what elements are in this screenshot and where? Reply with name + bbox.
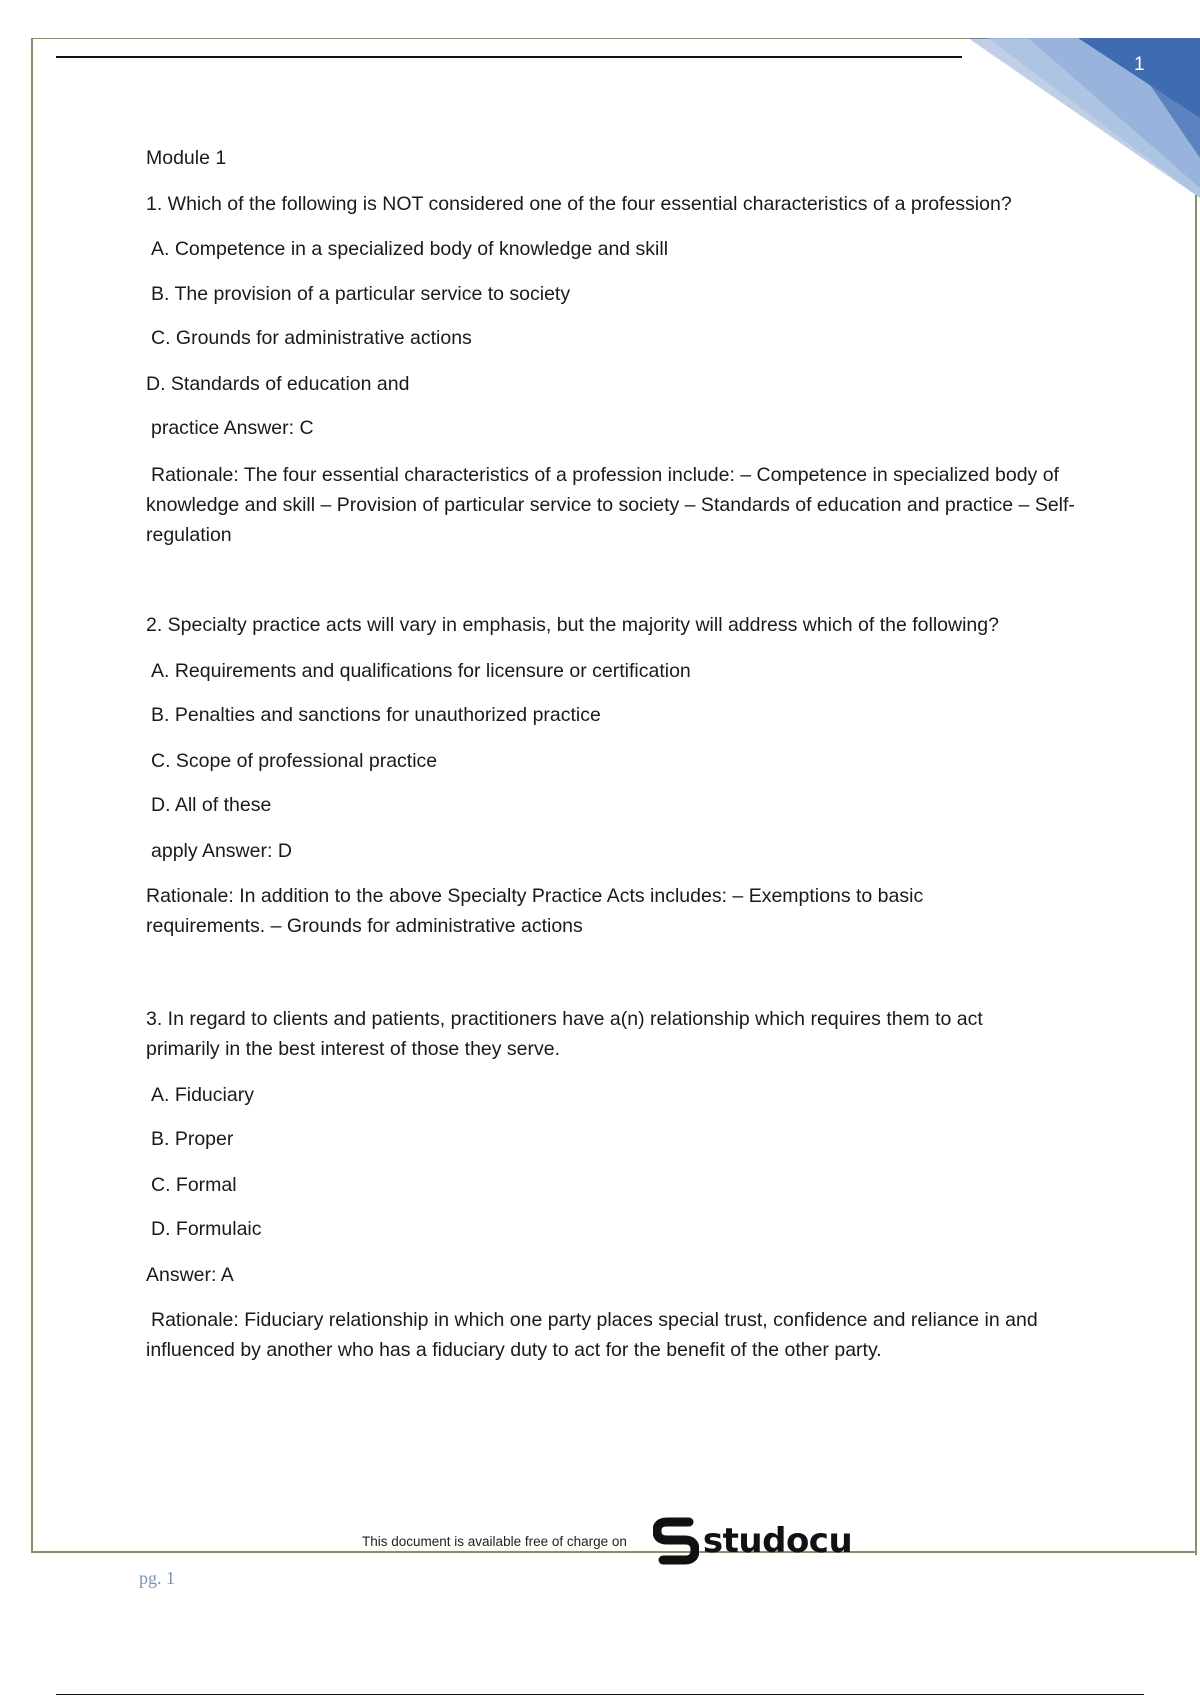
- question-3-rationale: Rationale: Fiduciary relationship in which one party places special trust, confidence and reliance in and influenced by another who has a fiduciary duty to act for the benefit of the other party.: [146, 1309, 1038, 1361]
- module-title: Module 1: [146, 147, 227, 169]
- question-3-option-c: C. Formal: [151, 1174, 237, 1196]
- header-rule: [56, 56, 962, 58]
- question-1-option-c: C. Grounds for administrative actions: [151, 327, 472, 349]
- question-1-stem: 1. Which of the following is NOT considered one of the four essential characteristics of a profession?: [146, 193, 1012, 215]
- question-1-option-d: D. Standards of education and: [146, 373, 410, 395]
- studocu-logo[interactable]: [653, 1516, 852, 1566]
- question-3-answer: Answer: A: [146, 1264, 234, 1286]
- question-2-option-a: A. Requirements and qualifications for licensure or certification: [151, 660, 691, 682]
- question-2-answer: apply Answer: D: [151, 840, 292, 862]
- question-1-answer: practice Answer: C: [151, 417, 314, 439]
- question-3-option-d: D. Formulaic: [151, 1218, 262, 1240]
- page-frame-right: [1195, 195, 1197, 1555]
- question-1-rationale: Rationale: The four essential characteristics of a profession include: – Competence in specialized body of knowledge and skill – Provision of particular service to society – Standards of education and practice – Self-regulation: [146, 464, 1075, 546]
- footer: [362, 1516, 852, 1566]
- question-2-option-b: B. Penalties and sanctions for unauthorized practice: [151, 704, 601, 726]
- footer-availability-text: This document is available free of charge on: [362, 1533, 627, 1549]
- corner-page-number: 1: [1134, 54, 1145, 75]
- question-2-stem: 2. Specialty practice acts will vary in emphasis, but the majority will address which of the following?: [146, 614, 999, 636]
- question-2-rationale: Rationale: In addition to the above Specialty Practice Acts includes: – Exemptions to basic requirements. – Grounds for administrative actions: [146, 885, 924, 937]
- question-2-option-d: D. All of these: [151, 794, 272, 816]
- page-label: pg. 1: [139, 1568, 175, 1588]
- studocu-logo-text: studocu: [702, 1521, 853, 1561]
- question-3-option-a: A. Fiduciary: [151, 1084, 254, 1106]
- question-1-option-a: A. Competence in a specialized body of knowledge and skill: [151, 238, 669, 260]
- bottom-rule: [56, 1694, 1144, 1695]
- studocu-logo-icon: [653, 1516, 699, 1566]
- question-1-option-b: B. The provision of a particular service to society: [151, 283, 571, 305]
- corner-decoration: [968, 38, 1200, 198]
- question-2-option-c: C. Scope of professional practice: [151, 750, 438, 772]
- question-3-stem: 3. In regard to clients and patients, practitioners have a(n) relationship which requires them to act primarily in the best interest of those they serve.: [146, 1008, 983, 1060]
- question-3-option-b: B. Proper: [151, 1128, 234, 1150]
